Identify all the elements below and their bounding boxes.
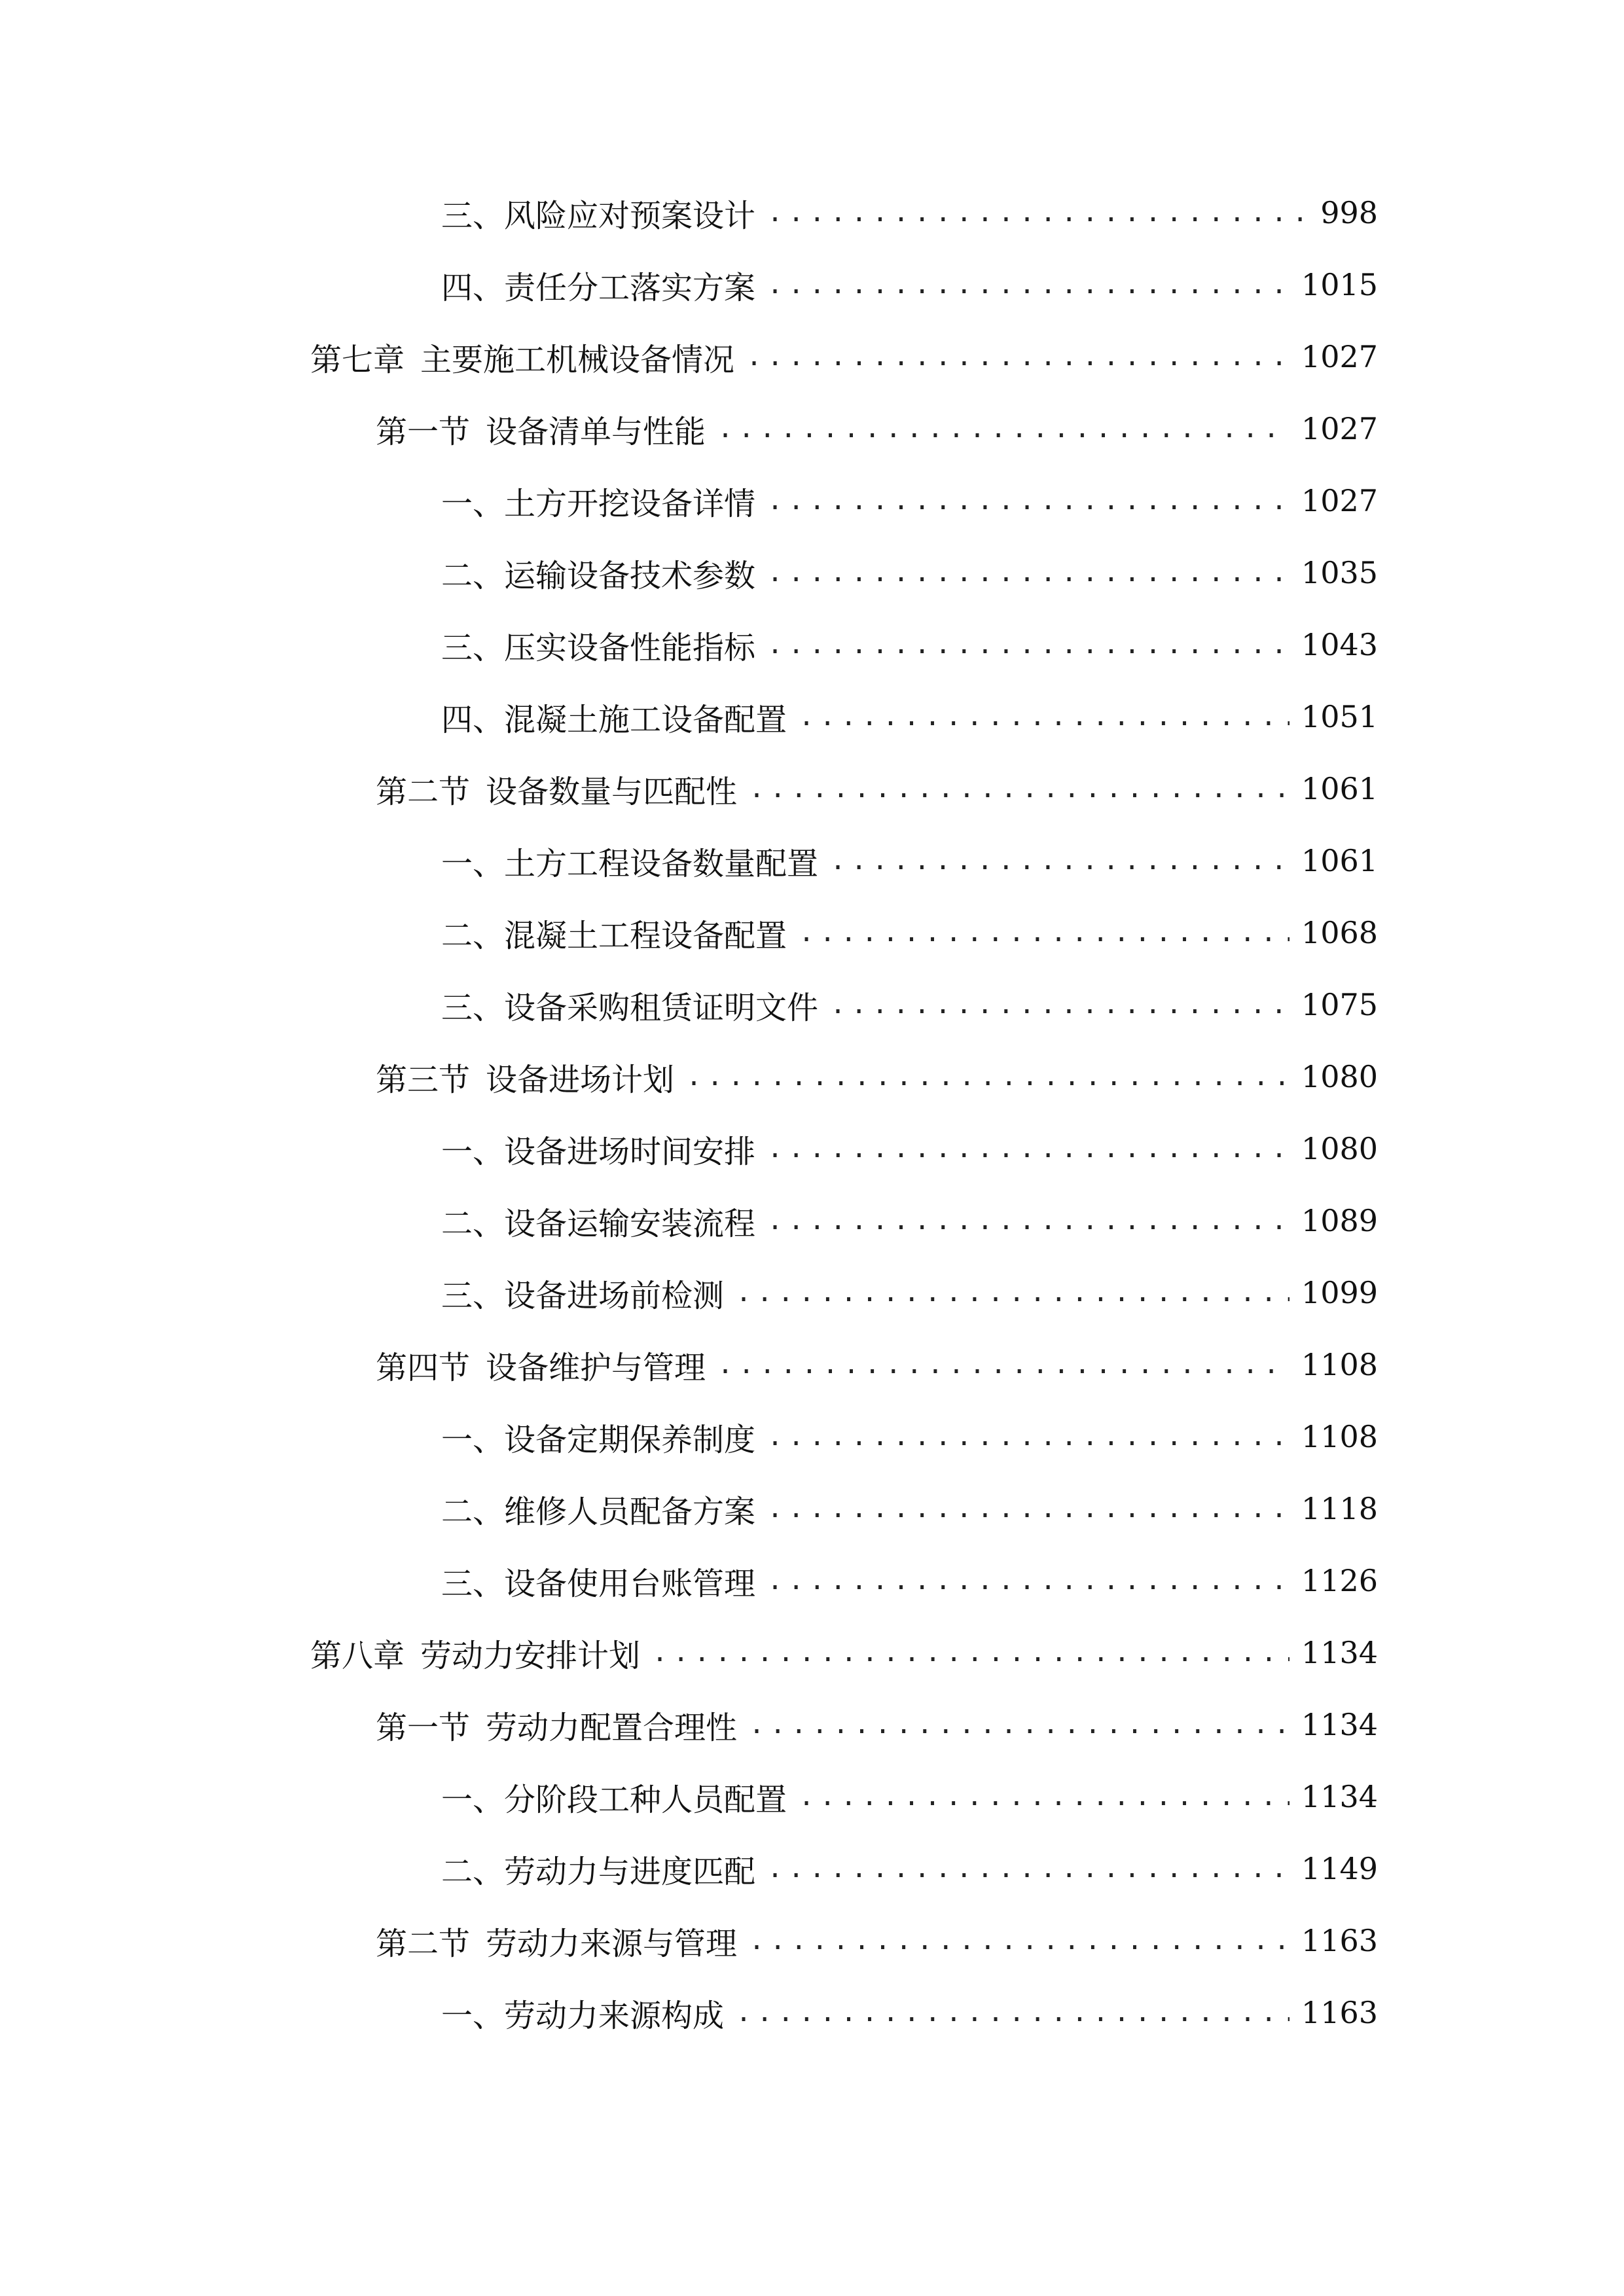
toc-entry-title: 责任分工落实方案 [504, 269, 756, 306]
toc-entry-page-number: 1163 [1301, 1995, 1378, 2030]
toc-entry-title: 设备进场时间安排 [504, 1133, 756, 1170]
toc-entry[interactable] [441, 681, 1378, 753]
toc-entry-title: 土方工程设备数量配置 [504, 845, 819, 882]
toc-entry-page-number: 998 [1320, 195, 1378, 230]
toc-dot-leader [767, 1134, 1290, 1164]
toc-dot-leader [767, 558, 1290, 588]
toc-entry-page-number: 1061 [1301, 771, 1378, 806]
toc-dot-leader [749, 774, 1290, 804]
toc-entry[interactable] [441, 1761, 1378, 1833]
toc-entry-number: 二、 [441, 557, 505, 594]
toc-entry[interactable] [441, 1545, 1378, 1617]
toc-entry-page-number: 1043 [1301, 627, 1378, 662]
toc-entry-page-number: 1099 [1301, 1275, 1378, 1310]
toc-dot-leader [799, 918, 1290, 948]
toc-dot-leader [767, 1422, 1290, 1452]
toc-entry-number: 一、 [441, 1781, 505, 1818]
toc-entry-page-number: 1134 [1301, 1707, 1378, 1742]
toc-entry-number: 第四节 [376, 1349, 471, 1386]
toc-entry-title: 设备进场前检测 [504, 1277, 725, 1314]
toc-entry[interactable] [441, 465, 1378, 537]
toc-entry-number: 一、 [441, 1133, 505, 1170]
toc-entry[interactable] [441, 1977, 1378, 2049]
toc-entry-number: 三、 [441, 629, 505, 666]
toc-dot-leader [799, 1782, 1290, 1812]
toc-entry-title: 主要施工机械设备情况 [420, 341, 735, 378]
toc-dot-leader [686, 1062, 1290, 1092]
toc-entry[interactable] [441, 177, 1378, 249]
toc-entry-title: 混凝土施工设备配置 [504, 701, 787, 738]
toc-entry[interactable] [441, 1257, 1378, 1329]
toc-entry-title: 设备进场计划 [486, 1061, 675, 1098]
toc-entry[interactable] [441, 609, 1378, 681]
toc-entry-page-number: 1089 [1301, 1203, 1378, 1238]
toc-dot-leader [736, 1998, 1290, 2028]
toc-entry[interactable] [441, 825, 1378, 897]
toc-entry-title: 运输设备技术参数 [504, 557, 756, 594]
toc-entry-page-number: 1149 [1301, 1851, 1378, 1886]
toc-entry-number: 二、 [441, 1493, 505, 1530]
toc-entry-page-number: 1068 [1301, 915, 1378, 950]
toc-entry-number: 第二节 [376, 773, 471, 810]
toc-entry-number: 第三节 [376, 1061, 471, 1098]
toc-entry[interactable] [376, 1905, 1378, 1977]
toc-entry[interactable] [441, 249, 1378, 321]
toc-entry-number: 一、 [441, 1421, 505, 1458]
toc-entry[interactable] [441, 537, 1378, 609]
toc-entry-number: 第一节 [376, 413, 471, 450]
toc-entry-number: 第七章 [310, 341, 405, 378]
toc-entry[interactable] [376, 1689, 1378, 1761]
toc-dot-leader [767, 1494, 1290, 1524]
toc-entry-title: 设备运输安装流程 [504, 1205, 756, 1242]
toc-entry-page-number: 1118 [1301, 1491, 1378, 1526]
toc-entry-title: 混凝土工程设备配置 [504, 917, 787, 954]
toc-entry-number: 三、 [441, 989, 505, 1026]
toc-entry-number: 三、 [441, 197, 505, 234]
toc-entry-title: 劳动力安排计划 [420, 1637, 641, 1674]
toc-entry[interactable] [310, 1617, 1378, 1689]
toc-entry-number: 四、 [441, 269, 505, 306]
toc-entry-page-number: 1027 [1301, 339, 1378, 374]
toc-entry[interactable] [376, 1329, 1378, 1401]
toc-dot-leader [767, 270, 1290, 300]
toc-entry[interactable] [376, 1041, 1378, 1113]
toc-entry-title: 劳动力来源与管理 [486, 1925, 738, 1962]
toc-entry-title: 土方开挖设备详情 [504, 485, 756, 522]
toc-entry-title: 设备定期保养制度 [504, 1421, 756, 1458]
toc-entry-number: 三、 [441, 1277, 505, 1314]
toc-entry-number: 第二节 [376, 1925, 471, 1962]
toc-entry-number: 三、 [441, 1565, 505, 1602]
toc-dot-leader [767, 630, 1290, 660]
toc-entry-number: 一、 [441, 1997, 505, 2034]
toc-entry-page-number: 1075 [1301, 987, 1378, 1022]
toc-dot-leader [830, 846, 1290, 876]
toc-dot-leader [736, 1278, 1290, 1308]
toc-dot-leader [717, 1350, 1290, 1380]
toc-entry-number: 二、 [441, 917, 505, 954]
toc-dot-leader [799, 702, 1290, 732]
toc-entry-title: 设备清单与性能 [486, 413, 706, 450]
toc-dot-leader [767, 1854, 1290, 1884]
toc-entry-number: 一、 [441, 485, 505, 522]
toc-entry-title: 设备数量与匹配性 [486, 773, 738, 810]
toc-dot-leader [749, 1710, 1290, 1740]
toc-entry-number: 第一节 [376, 1709, 471, 1746]
toc-dot-leader [717, 414, 1290, 444]
toc-entry[interactable] [441, 1473, 1378, 1545]
toc-dot-leader [830, 990, 1290, 1020]
toc-entry-page-number: 1051 [1301, 699, 1378, 734]
toc-entry-number: 四、 [441, 701, 505, 738]
toc-entry-page-number: 1015 [1301, 267, 1378, 302]
toc-dot-leader [652, 1638, 1290, 1668]
toc-entry[interactable] [376, 393, 1378, 465]
toc-dot-leader [767, 198, 1308, 228]
toc-entry[interactable] [441, 897, 1378, 969]
toc-entry-title: 压实设备性能指标 [504, 629, 756, 666]
toc-entry-title: 劳动力来源构成 [504, 1997, 725, 2034]
toc-entry[interactable] [441, 1401, 1378, 1473]
toc-entry[interactable] [441, 1185, 1378, 1257]
toc-entry-title: 风险应对预案设计 [504, 197, 756, 234]
toc-entry-page-number: 1134 [1301, 1635, 1378, 1670]
toc-entry-page-number: 1108 [1301, 1419, 1378, 1454]
toc-entry-number: 第八章 [310, 1637, 405, 1674]
toc-entry-page-number: 1163 [1301, 1923, 1378, 1958]
toc-entry[interactable] [310, 321, 1378, 393]
toc-entry[interactable] [441, 1833, 1378, 1905]
toc-entry-page-number: 1061 [1301, 843, 1378, 878]
toc-entry-page-number: 1027 [1301, 411, 1378, 446]
toc-entry[interactable] [441, 1113, 1378, 1185]
toc-entry-page-number: 1035 [1301, 555, 1378, 590]
toc-entry-title: 分阶段工种人员配置 [504, 1781, 787, 1818]
toc-entry-number: 二、 [441, 1205, 505, 1242]
toc-entry-page-number: 1027 [1301, 483, 1378, 518]
toc-dot-leader [767, 1206, 1290, 1236]
toc-entry-title: 设备使用台账管理 [504, 1565, 756, 1602]
toc-entry-title: 维修人员配备方案 [504, 1493, 756, 1530]
toc-dot-leader [767, 486, 1290, 516]
toc-entry-title: 设备采购租赁证明文件 [504, 989, 819, 1026]
toc-entry-title: 劳动力与进度匹配 [504, 1853, 756, 1890]
toc-entry-page-number: 1080 [1301, 1131, 1378, 1166]
toc-entry[interactable] [376, 753, 1378, 825]
toc-dot-leader [749, 1926, 1290, 1956]
toc-dot-leader [746, 342, 1290, 372]
toc-entry-page-number: 1134 [1301, 1779, 1378, 1814]
toc-dot-leader [767, 1566, 1290, 1596]
toc-entry-page-number: 1108 [1301, 1347, 1378, 1382]
toc-entry-title: 劳动力配置合理性 [486, 1709, 738, 1746]
toc-entry-number: 二、 [441, 1853, 505, 1890]
toc-entry-page-number: 1080 [1301, 1059, 1378, 1094]
toc-entry[interactable] [441, 969, 1378, 1041]
toc-entry-title: 设备维护与管理 [486, 1349, 706, 1386]
toc-entry-number: 一、 [441, 845, 505, 882]
toc-entry-page-number: 1126 [1301, 1563, 1378, 1598]
